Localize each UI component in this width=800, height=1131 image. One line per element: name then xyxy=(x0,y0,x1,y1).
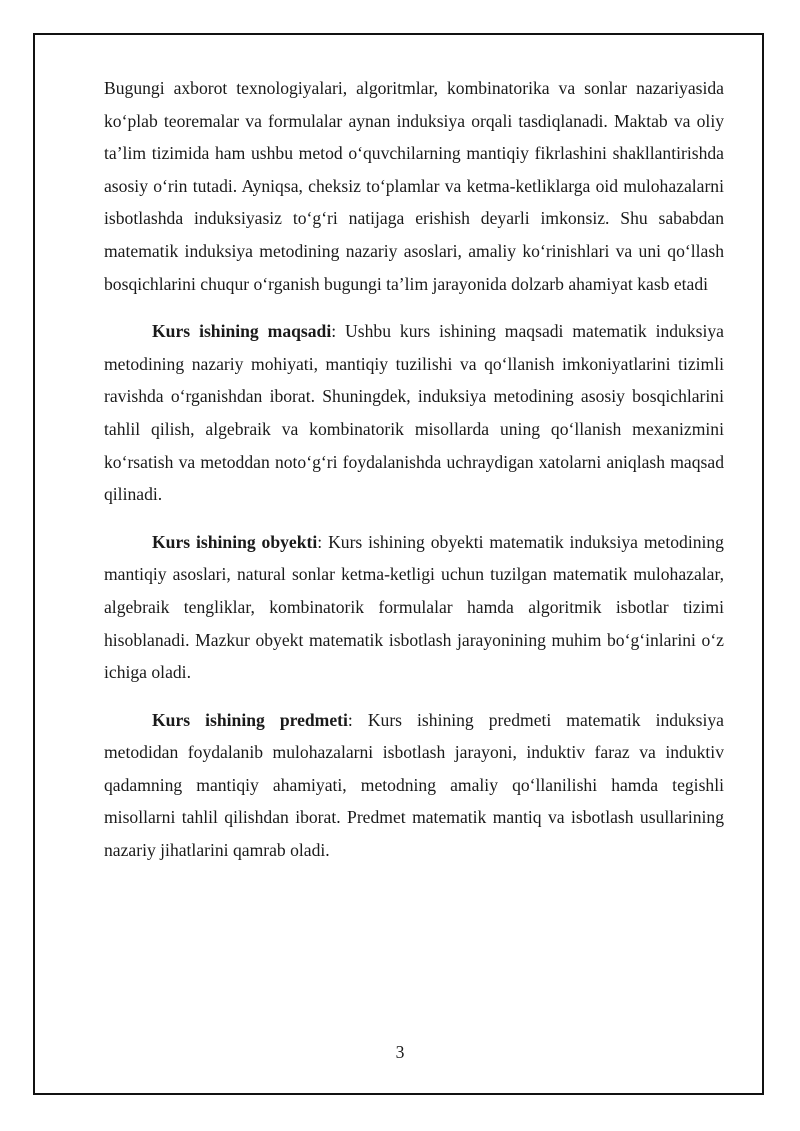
paragraph-subject xyxy=(104,704,724,867)
subject-text: Kurs ishining predmeti matematik induksiya metodidan foydalanib mulohazalarni isbotlash jarayoni, induktiv faraz va induktiv qadamning mantiqiy ahamiyati, metodning amaliy qoʻllanilishi hamda tegishli misollarni tahlil qilishdan iborat. Predmet matematik mantiq va isbotlash usullarining nazariy jihatlarini qamrab oladi. xyxy=(104,709,724,861)
paragraph-object xyxy=(104,526,724,689)
object-separator: : xyxy=(317,531,329,552)
page-number: 3 xyxy=(395,1042,405,1062)
paragraph-intro xyxy=(104,72,724,300)
paragraph-goal xyxy=(104,315,724,511)
document-body xyxy=(104,72,724,882)
subject-separator: : xyxy=(347,709,368,730)
paragraph-intro-text: Bugungi axborot texnologiyalari, algoritmlar, kombinatorika va sonlar nazariyasida koʻplab teoremalar va formulalar aynan induksiya orqali tasdiqlanadi. Maktab va oliy taʼlim tizimida ham ushbu metod oʻquvchilarning mantiqiy fikrlashini shakllantirishda asosiy oʻrin tutadi. Ayniqsa, cheksiz toʻplamlar va ketma-ketliklarga oid mulohazalarni isbotlashda induksiyasiz toʻgʻri natijaga erishish deyarli imkonsiz. Shu sababdan matematik induksiya metodining nazariy asoslari, amaliy koʻrinishlari va uni qoʻllash bosqichlarini chuqur oʻrganish bugungi taʼlim jarayonida dolzarb ahamiyat kasb etadi xyxy=(104,78,724,294)
subject-term: Kurs ishining predmeti xyxy=(152,709,348,730)
goal-term: Kurs ishining maqsadi xyxy=(152,321,332,342)
object-term: Kurs ishining obyekti xyxy=(152,531,318,552)
object-text: Kurs ishining obyekti matematik induksiya metodining mantiqiy asoslari, natural sonlar ketma-ketligi uchun tuzilgan matematik mulohazalar, algebraik tengliklar, kombinatorik formulalar hamda algoritmik isbotlar tizimi hisoblanadi. Mazkur obyekt matematik isbotlash jarayonining muhim boʻgʻinlarini oʻz ichiga oladi. xyxy=(104,531,724,683)
goal-text: Ushbu kurs ishining maqsadi matematik induksiya metodining nazariy mohiyati, mantiqiy tuzilishi va qoʻllanish imkoniyatlarini tizimli ravishda oʻrganishdan iborat. Shuningdek, induksiya metodining asosiy bosqichlarini tahlil qilish, algebraik va kombinatorik misollarda uning qoʻllanish mexanizmini koʻrsatish va metoddan notoʻgʻri foydalanishda uchraydigan xatolarni aniqlash maqsad qilinadi. xyxy=(104,321,724,505)
goal-separator: : xyxy=(331,321,346,342)
